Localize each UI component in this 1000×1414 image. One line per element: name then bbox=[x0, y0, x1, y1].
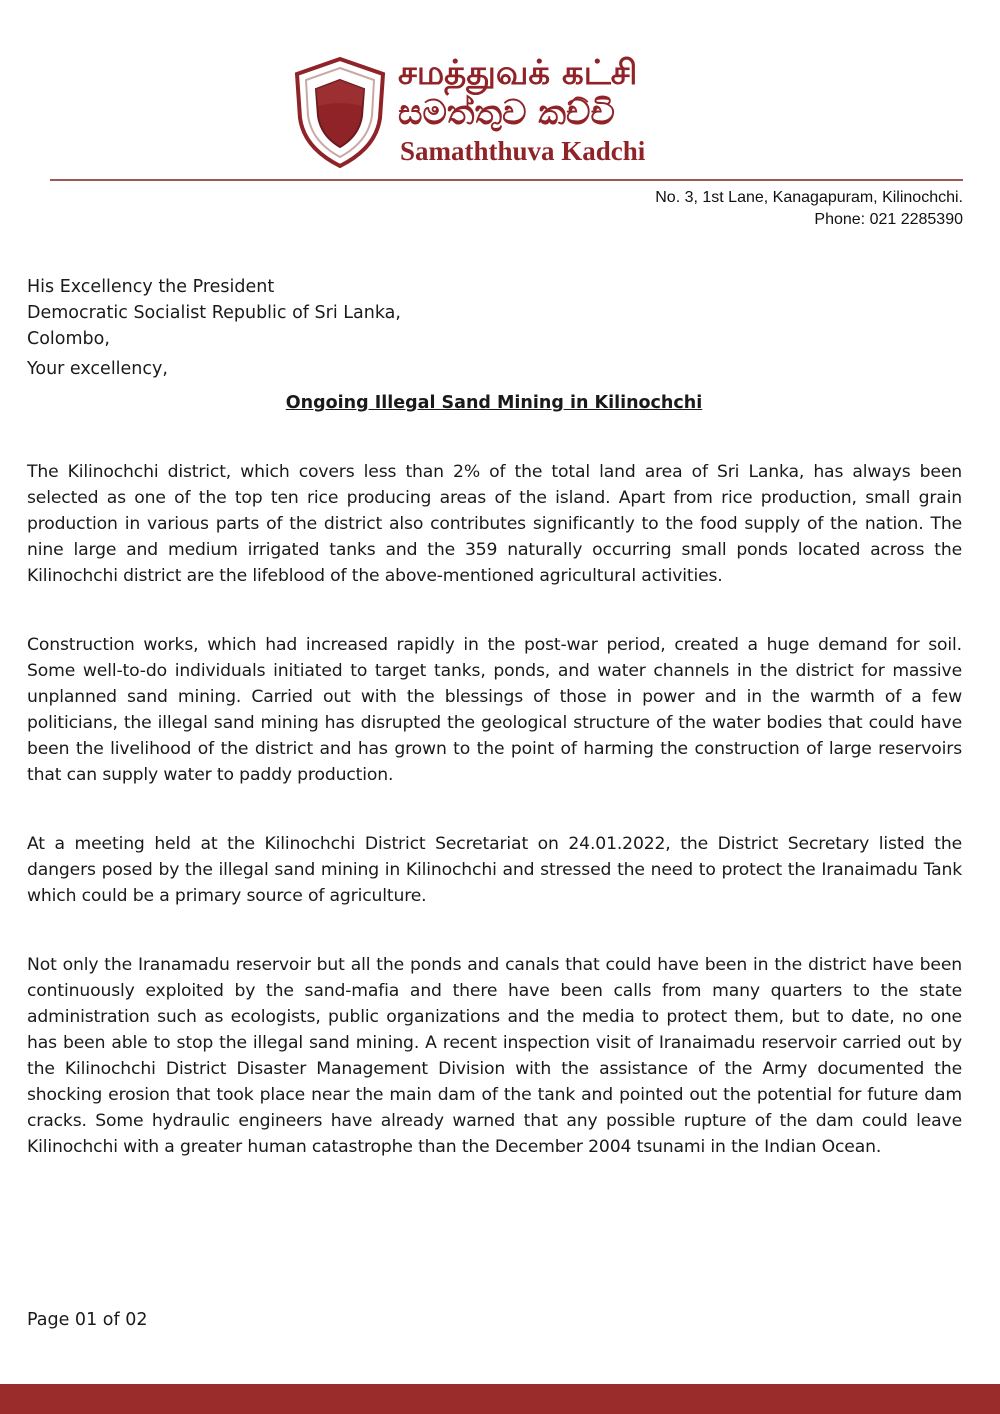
address-line: No. 3, 1st Lane, Kanagapuram, Kilinochchi. bbox=[655, 189, 963, 206]
phone-line: Phone: 021 2285390 bbox=[814, 211, 963, 228]
shield-emblem-icon bbox=[290, 56, 390, 168]
recipient-line: Democratic Socialist Republic of Sri Lanka, bbox=[27, 303, 401, 323]
body-paragraph: At a meeting held at the Kilinochchi District Secretariat on 24.01.2022, the District Secretary listed the dangers posed by the illegal sand mining in Kilinochchi and stressed the need to protect the Iranaimadu Tank which could be a primary source of agriculture. bbox=[27, 834, 962, 906]
body-paragraph: Not only the Iranamadu reservoir but all the ponds and canals that could have been in the district have been continuously exploited by the sand-mafia and there have been calls from many quarters to the state administration such as ecologists, public organizations and the media to protect them, but to date, no one has been able to stop the illegal sand mining. A recent inspection visit of Iranaimadu reservoir carried out by the Kilinochchi District Disaster Management Division with the assistance of the Army documented the shocking erosion that took place near the main dam of the tank and pointed out the potential for future dam cracks. Some hydraulic engineers have already warned that any possible rupture of the dam could leave Kilinochchi with a greater human catastrophe than the December 2004 tsunami in the Indian Ocean. bbox=[27, 955, 962, 1157]
party-name-tamil: சமத்துவக் கட்சி bbox=[398, 53, 638, 93]
body-paragraph: The Kilinochchi district, which covers less than 2% of the total land area of Sri Lanka, has always been selected as one of the top ten rice producing areas of the island. Apart from rice production, small grain production in various parts of the district also contributes significantly to the food supply of the nation. The nine large and medium irrigated tanks and the 359 naturally occurring small ponds located across the Kilinochchi district are the lifeblood of the above-mentioned agricultural activities. bbox=[27, 462, 962, 586]
letter-subject: Ongoing Illegal Sand Mining in Kilinochchi bbox=[285, 393, 703, 413]
letterhead-logo bbox=[290, 52, 670, 170]
body-paragraph: Construction works, which had increased rapidly in the post-war period, created a huge demand for soil. Some well-to-do individuals initiated to target tanks, ponds, and water channels in the district for massive unplanned sand mining. Carried out with the blessings of those in power and in the warmth of a few politicians, the illegal sand mining has disrupted the geological structure of the water bodies that could have been the livelihood of the district and has grown to the point of harming the construction of large reservoirs that can supply water to paddy production. bbox=[27, 635, 962, 785]
page-number: Page 01 of 02 bbox=[27, 1310, 148, 1330]
party-name-sinhala: සමත්තුව කච්චි bbox=[398, 93, 615, 133]
header-divider bbox=[50, 179, 963, 181]
recipient-block bbox=[27, 274, 401, 352]
sender-address bbox=[655, 187, 963, 231]
party-name-english: Samaththuva Kadchi bbox=[400, 136, 646, 166]
recipient-line: Colombo, bbox=[27, 329, 110, 349]
footer-bar bbox=[0, 1384, 1000, 1414]
salutation: Your excellency, bbox=[27, 359, 168, 379]
recipient-line: His Excellency the President bbox=[27, 277, 275, 297]
